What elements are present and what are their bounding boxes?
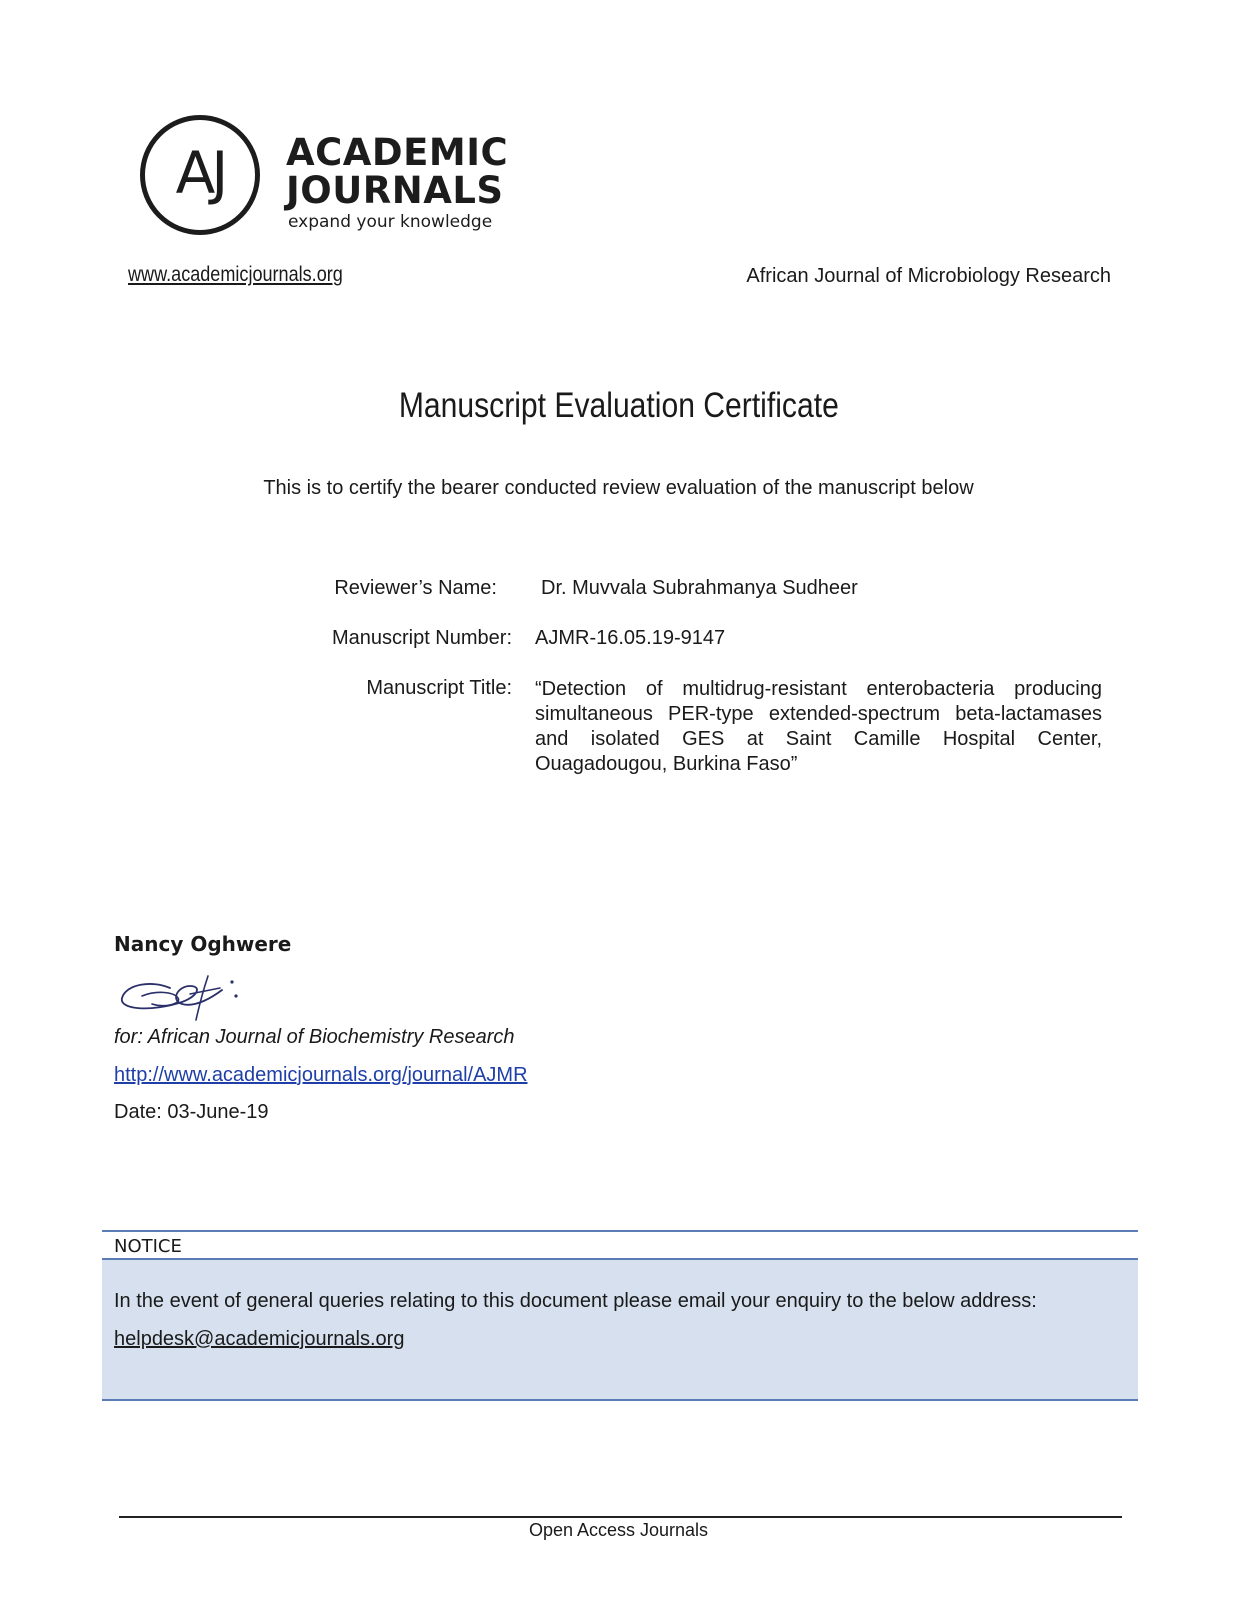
notice-box — [102, 1230, 1138, 1399]
journal-name: African Journal of Microbiology Research — [746, 265, 1111, 287]
for-journal: for: African Journal of Biochemistry Research — [114, 1026, 515, 1048]
logo-tagline: expand your knowledge — [288, 212, 493, 232]
logo-monogram: AJ — [175, 139, 225, 207]
manuscript-title-value: “Detection of multidrug-resistant enterobacteria producing simultaneous PER-type extended-spectrum beta-lactamases and isolated GES at Saint Camille Hospital Center, Ouagadougou, Burkina Faso” — [535, 678, 1102, 775]
academic-journals-logo — [140, 115, 520, 247]
manuscript-number-value: AJMR-16.05.19-9147 — [535, 627, 726, 649]
helpdesk-email-link[interactable]: helpdesk@academicjournals.org — [114, 1328, 405, 1350]
footer-text: Open Access Journals — [528, 1520, 709, 1540]
manuscript-number-label: Manuscript Number: — [331, 627, 512, 649]
manuscript-title-label: Manuscript Title: — [366, 677, 512, 699]
notice-body — [102, 1258, 1138, 1401]
notice-heading: NOTICE — [114, 1236, 182, 1257]
footer-rule — [119, 1516, 1122, 1518]
signer-name: Nancy Oghwere — [114, 932, 292, 956]
certificate-title — [0, 386, 1237, 426]
handwritten-signature — [112, 968, 252, 1024]
logo-line-1: ACADEMIC — [286, 131, 509, 174]
site-link[interactable]: www.academicjournals.org — [128, 263, 343, 286]
certificate-title-text: Manuscript Evaluation Certificate — [398, 386, 839, 425]
reviewer-name-value: Dr. Muvvala Subrahmanya Sudheer — [541, 577, 858, 599]
journal-url-link[interactable]: http://www.academicjournals.org/journal/AJMR — [114, 1064, 528, 1086]
certify-statement: This is to certify the bearer conducted review evaluation of the manuscript below — [263, 477, 974, 499]
reviewer-name-label: Reviewer’s Name: — [334, 577, 497, 599]
certificate-date: Date: 03-June-19 — [114, 1101, 269, 1123]
notice-top-rule — [102, 1230, 1138, 1232]
logo-line-2: JOURNALS — [286, 169, 504, 212]
notice-text: In the event of general queries relating to this document please email your enquiry to the below address: — [114, 1290, 1037, 1312]
